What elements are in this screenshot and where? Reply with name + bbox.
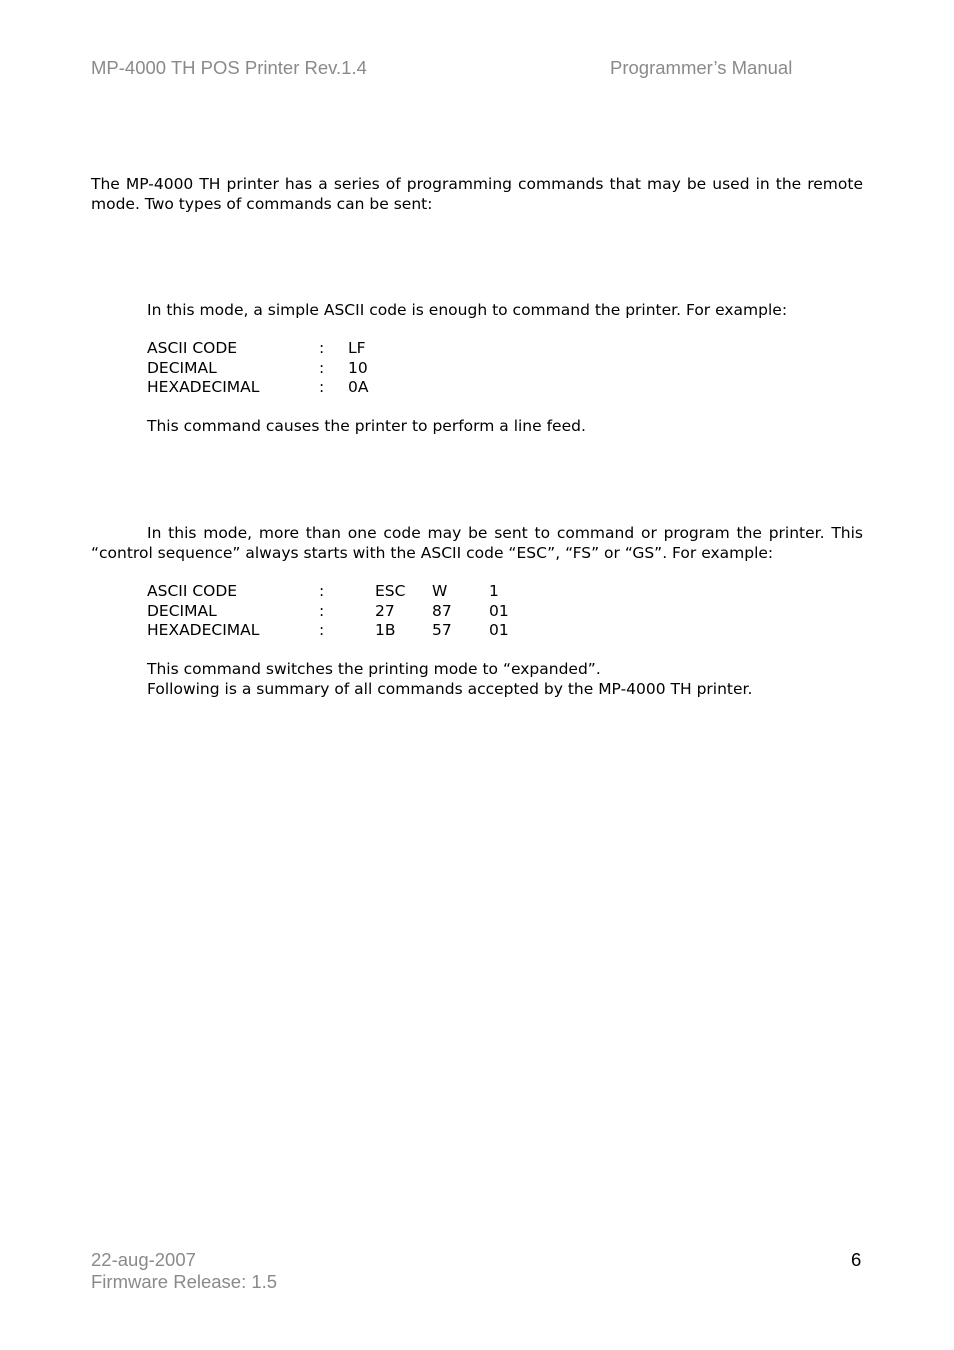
row-value-1: 1B: [375, 621, 396, 639]
command-summary-intro: Following is a summary of all commands accepted by the MP-4000 TH printer.: [147, 680, 753, 698]
row-colon: :: [319, 621, 325, 639]
page-number: 6: [851, 1249, 862, 1270]
row-value-2: W: [432, 582, 448, 600]
row-colon: :: [319, 339, 325, 357]
row-value: 10: [348, 358, 368, 377]
footer-firmware-release: Firmware Release: 1.5: [91, 1271, 278, 1292]
row-value-3: 01: [489, 621, 509, 639]
sequence-mode-note: This command switches the printing mode to “expanded”.: [147, 660, 601, 678]
intro-paragraph: The MP-4000 TH printer has a series of programming commands that may be used in the remote mode. Two types of commands can be sent:: [91, 175, 863, 213]
row-colon: :: [319, 582, 325, 600]
row-value-1: ESC: [375, 582, 406, 600]
row-label: ASCII CODE: [147, 339, 238, 357]
row-colon: :: [319, 601, 325, 620]
footer-date: 22-aug-2007: [91, 1249, 196, 1270]
row-label: HEXADECIMAL: [147, 621, 260, 639]
row-label: DECIMAL: [147, 601, 217, 620]
row-value-3: 01: [489, 601, 509, 620]
row-value-2: 57: [432, 621, 452, 639]
row-colon: :: [319, 358, 325, 377]
row-value-3: 1: [489, 582, 499, 600]
row-value: LF: [348, 339, 366, 357]
row-label: DECIMAL: [147, 358, 217, 377]
simple-mode-note: This command causes the printer to perform a line feed.: [147, 417, 586, 435]
row-label: ASCII CODE: [147, 582, 238, 600]
row-value: 0A: [348, 378, 369, 396]
row-value-2: 87: [432, 601, 452, 620]
header-document-title: MP-4000 TH POS Printer Rev.1.4: [91, 57, 367, 78]
header-manual-title: Programmer’s Manual: [610, 57, 793, 78]
row-value-1: 27: [375, 601, 395, 620]
sequence-mode-description: In this mode, more than one code may be sent to command or program the printer. This “control sequence” always starts with the ASCII code “ESC”, “FS” or “GS”. For example:: [91, 524, 863, 562]
simple-mode-description: In this mode, a simple ASCII code is enough to command the printer. For example:: [147, 301, 788, 319]
row-label: HEXADECIMAL: [147, 378, 260, 396]
row-colon: :: [319, 378, 325, 396]
